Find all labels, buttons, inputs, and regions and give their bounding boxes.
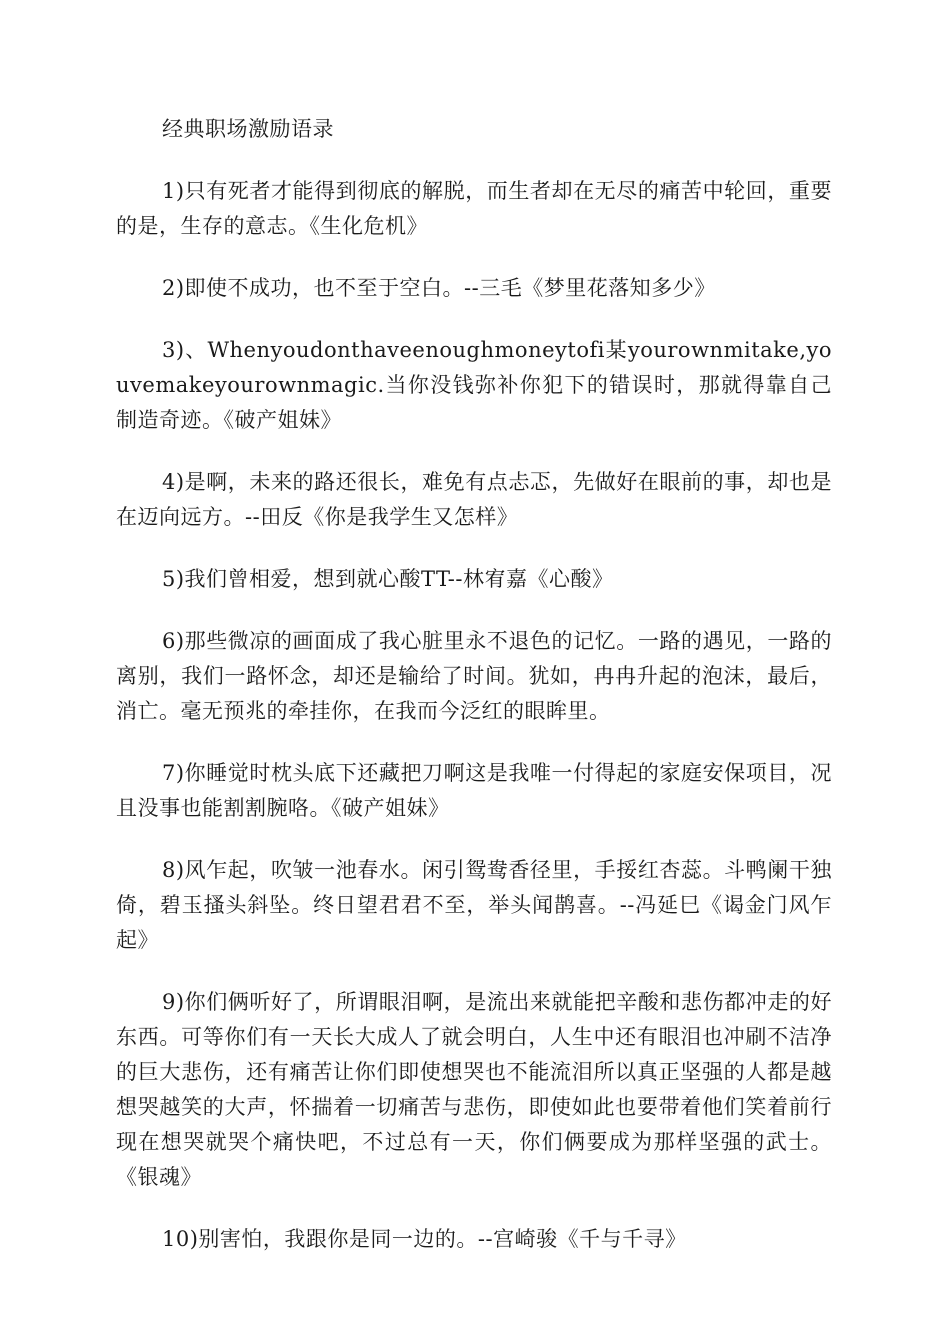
quote-paragraph-10: 10)别害怕，我跟你是同一边的。--宫崎骏《千与千寻》 bbox=[162, 1227, 687, 1251]
quote-paragraph-3: 3)、Whenyoudonthaveenoughmoneytofi某yourownmitake,youvemakeyourownmagic.当你没钱弥补你犯下的错误时，那就得靠自己制造奇迹。《破产姐妹》 bbox=[116, 338, 832, 432]
quote-paragraph-4: 4)是啊，未来的路还很长，难免有点忐忑，先做好在眼前的事，却也是在迈向远方。--田反《你是我学生又怎样》 bbox=[116, 470, 832, 529]
quote-paragraph-9: 9)你们俩听好了，所谓眼泪啊，是流出来就能把辛酸和悲伤都冲走的好东西。可等你们有一天长大成人了就会明白，人生中还有眼泪也冲刷不洁净的巨大悲伤，还有痛苦让你们即使想哭也不能流泪所以真正坚强的人都是越想哭越笑的大声，怀揣着一切痛苦与悲伤，即使如此也要带着他们笑着前行现在想哭就哭个痛快吧，不过总有一天，你们俩要成为那样坚强的武士。《银魂》 bbox=[116, 990, 832, 1189]
quote-paragraph-5: 5)我们曾相爱，想到就心酸TT--林宥嘉《心酸》 bbox=[162, 567, 614, 591]
quote-paragraph-8: 8)风乍起，吹皱一池春水。闲引鸳鸯香径里，手挼红杏蕊。斗鸭阑干独倚，碧玉搔头斜坠。终日望君君不至，举头闻鹊喜。--冯延巳《谒金门风乍起》 bbox=[116, 858, 832, 952]
quote-paragraph-7: 7)你睡觉时枕头底下还藏把刀啊这是我唯一付得起的家庭安保项目，况且没事也能割割腕咯。《破产姐妹》 bbox=[116, 761, 832, 820]
quote-paragraph-6: 6)那些微凉的画面成了我心脏里永不退色的记忆。一路的遇见，一路的离别，我们一路怀念，却还是输给了时间。犹如，冉冉升起的泡沫，最后，消亡。毫无预兆的牵挂你，在我而今泛红的眼眸里。 bbox=[116, 629, 832, 723]
quote-paragraph-2: 2)即使不成功，也不至于空白。--三毛《梦里花落知多少》 bbox=[162, 276, 716, 300]
document-body bbox=[116, 112, 832, 1284]
document-title: 经典职场激励语录 bbox=[162, 117, 334, 141]
quote-paragraph-1: 1)只有死者才能得到彻底的解脱，而生者却在无尽的痛苦中轮回，重要的是，生存的意志。《生化危机》 bbox=[116, 179, 832, 238]
